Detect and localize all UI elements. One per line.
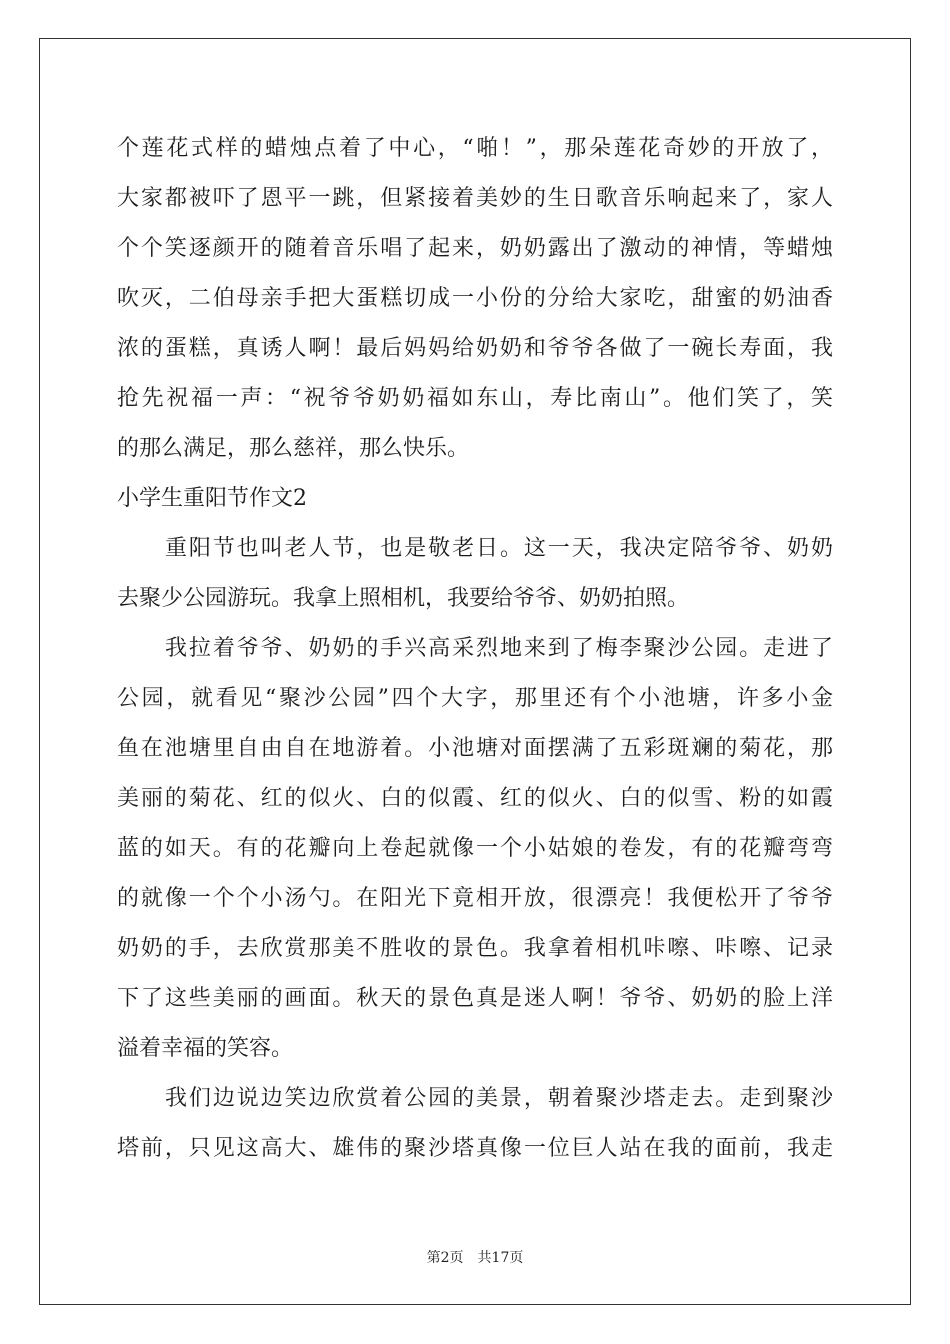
text-line: 重阳节也叫老人节，也是敬老日。这一天，我决定陪爷爷、奶奶 (165, 536, 833, 561)
paragraph-3 (117, 624, 833, 1074)
text-line: 我们边说边笑边欣赏着公园的美景，朝着聚沙塔走去。走到聚沙 (165, 1086, 833, 1111)
text-line: 公园，就看见“聚沙公园”四个大字，那里还有个小池塘，许多小金 (117, 686, 833, 711)
paragraph-4 (117, 1074, 833, 1174)
text-line: 抢先祝福一声：“祝爷爷奶奶福如东山，寿比南山”。他们笑了，笑 (117, 386, 833, 411)
document-body (117, 124, 833, 1174)
paragraph-2 (117, 524, 833, 624)
text-line: 大家都被吓了恩平一跳，但紧接着美妙的生日歌音乐响起来了，家人 (117, 186, 833, 211)
page-number: 第2页 共17页 (426, 1250, 524, 1266)
section-heading: 小学生重阳节作文2 (117, 486, 307, 511)
text-line: 的就像一个个小汤勺。在阳光下竟相开放，很漂亮！我便松开了爷爷 (117, 886, 833, 911)
text-line: 个个笑逐颜开的随着音乐唱了起来，奶奶露出了激动的神情，等蜡烛 (117, 236, 833, 261)
text-line: 鱼在池塘里自由自在地游着。小池塘对面摆满了五彩斑斓的菊花，那 (117, 736, 833, 761)
text-line: 美丽的菊花、红的似火、白的似霞、红的似火、白的似雪、粉的如霞 (117, 786, 833, 811)
text-line: 蓝的如天。有的花瓣向上卷起就像一个小姑娘的卷发，有的花瓣弯弯 (117, 836, 833, 861)
text-line: 下了这些美丽的画面。秋天的景色真是迷人啊！爷爷、奶奶的脸上洋 (117, 986, 833, 1011)
paragraph-1 (117, 124, 833, 474)
text-line: 的那么满足，那么慈祥，那么快乐。 (117, 436, 470, 461)
text-line: 奶奶的手，去欣赏那美不胜收的景色。我拿着相机咔嚓、咔嚓、记录 (117, 936, 833, 961)
text-line: 吹灭，二伯母亲手把大蛋糕切成一小份的分给大家吃，甜蜜的奶油香 (117, 286, 833, 311)
text-line: 浓的蛋糕，真诱人啊！最后妈妈给奶奶和爷爷各做了一碗长寿面，我 (117, 336, 833, 361)
text-line: 个莲花式样的蜡烛点着了中心，“啪！”，那朵莲花奇妙的开放了， (117, 136, 833, 161)
text-line: 去聚少公园游玩。我拿上照相机，我要给爷爷、奶奶拍照。 (117, 586, 690, 611)
text-line: 溢着幸福的笑容。 (117, 1036, 294, 1061)
text-line: 我拉着爷爷、奶奶的手兴高采烈地来到了梅李聚沙公园。走进了 (165, 636, 833, 661)
text-line: 塔前，只见这高大、雄伟的聚沙塔真像一位巨人站在我的面前，我走 (117, 1136, 833, 1161)
